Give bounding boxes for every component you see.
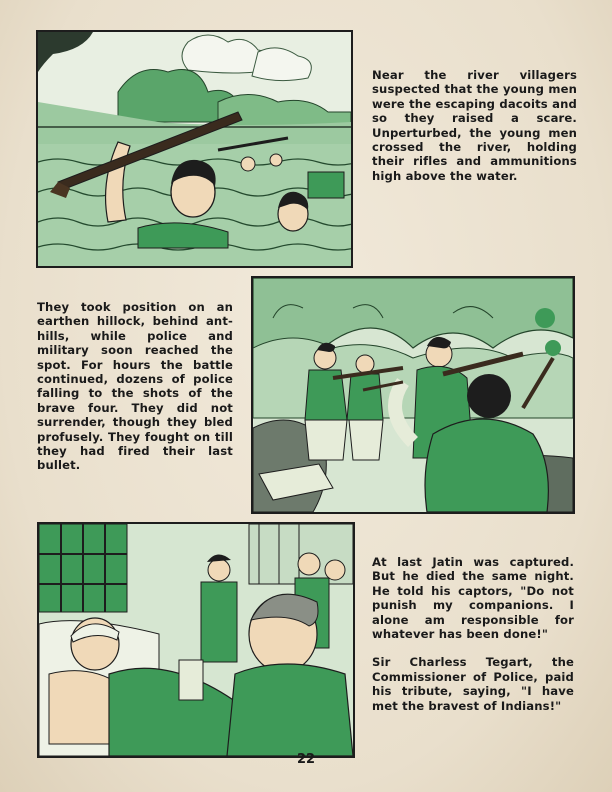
- river-caption: Near the river villagers suspected that the young men were the escaping dacoits and so they raised a scare. Unperturbed, the young men crossed the river, holding their rifles and ammunitions high above the water.: [372, 68, 577, 183]
- battle-illustration: [251, 276, 575, 514]
- battle-caption: They took position on an earthen hillock, behind ant-hills, while police and military soon reached the spot. For hours the battle continued, dozens of police falling to the shots of the brave four. They did not surrender, though they bled profusely. They fought on till they had fired their last bullet.: [37, 300, 233, 473]
- page-number: 22: [296, 752, 316, 767]
- captured-caption: [372, 555, 574, 727]
- captured-illustration: [37, 522, 355, 758]
- captured-caption-jatin: At last Jatin was captured. But he died the same night. He told his captors, "Do not punish my companions. I alone am responsible for whatever has been done!": [372, 555, 574, 642]
- captured-caption-tegart: Sir Charless Tegart, the Commissioner of Police, paid his tribute, saying, "I have met the bravest of Indians!": [372, 655, 574, 713]
- river-crossing-illustration: [36, 30, 353, 268]
